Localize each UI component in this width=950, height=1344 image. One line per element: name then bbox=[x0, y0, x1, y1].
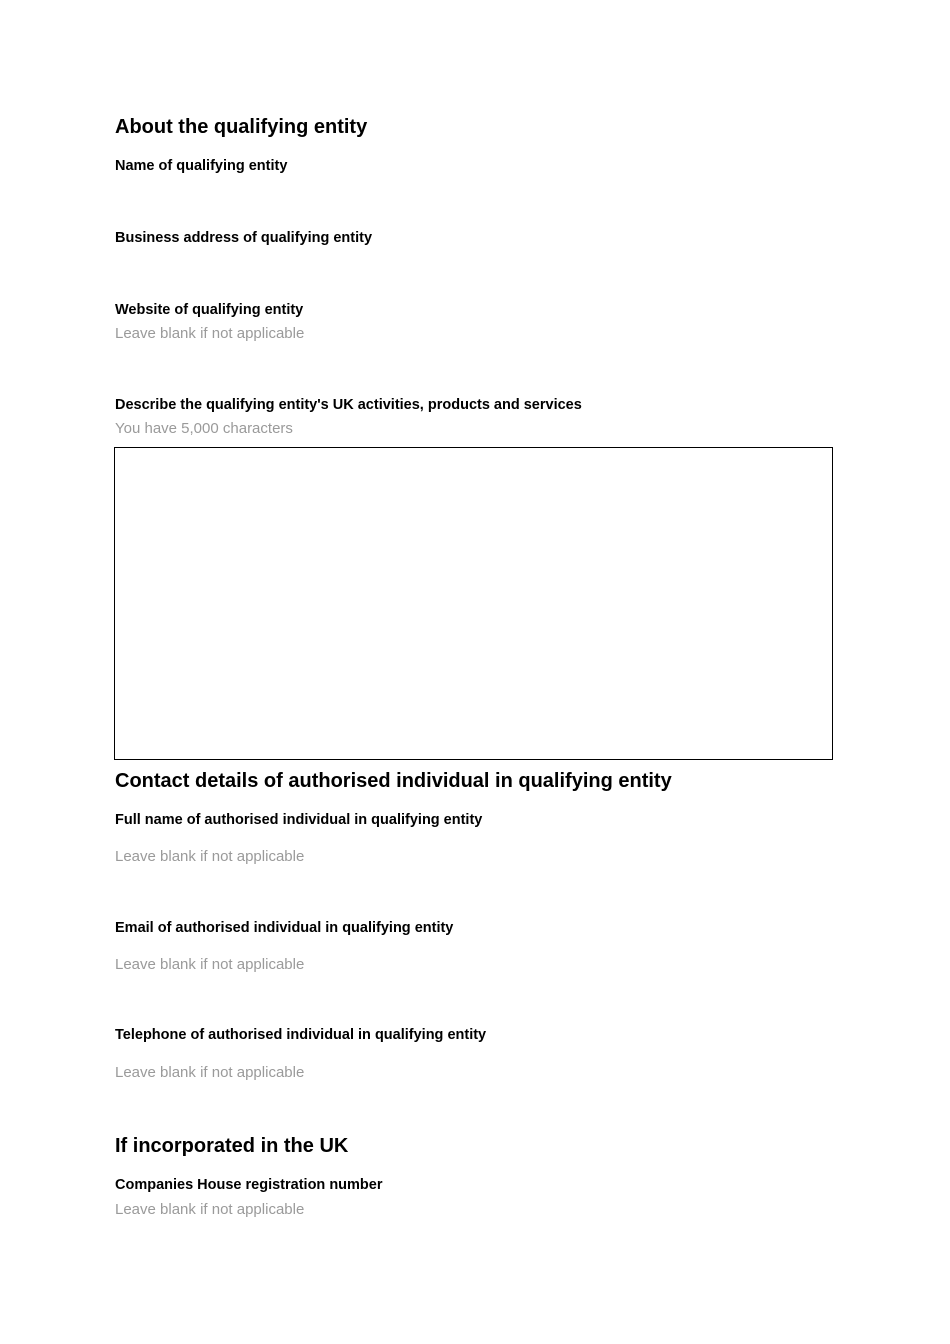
telephone-hint: Leave blank if not applicable bbox=[115, 1064, 305, 1081]
contact-details-heading: Contact details of authorised individual in qualifying entity bbox=[115, 770, 672, 792]
full-name-hint: Leave blank if not applicable bbox=[115, 848, 305, 865]
character-count-hint: You have 5,000 characters bbox=[115, 420, 293, 437]
companies-house-label: Companies House registration number bbox=[115, 1177, 383, 1193]
email-hint: Leave blank if not applicable bbox=[115, 956, 305, 973]
email-label: Email of authorised individual in qualifying entity bbox=[115, 920, 454, 936]
business-address-label: Business address of qualifying entity bbox=[115, 230, 373, 246]
telephone-label: Telephone of authorised individual in qualifying entity bbox=[115, 1027, 487, 1043]
describe-activities-textarea[interactable] bbox=[114, 447, 833, 760]
uk-incorporated-heading: If incorporated in the UK bbox=[115, 1135, 349, 1157]
companies-house-hint: Leave blank if not applicable bbox=[115, 1201, 305, 1218]
website-label: Website of qualifying entity bbox=[115, 302, 304, 318]
describe-activities-label: Describe the qualifying entity's UK activities, products and services bbox=[115, 397, 582, 413]
website-hint: Leave blank if not applicable bbox=[115, 325, 305, 342]
entity-name-label: Name of qualifying entity bbox=[115, 158, 288, 174]
full-name-label: Full name of authorised individual in qualifying entity bbox=[115, 812, 483, 828]
about-entity-heading: About the qualifying entity bbox=[115, 116, 368, 138]
